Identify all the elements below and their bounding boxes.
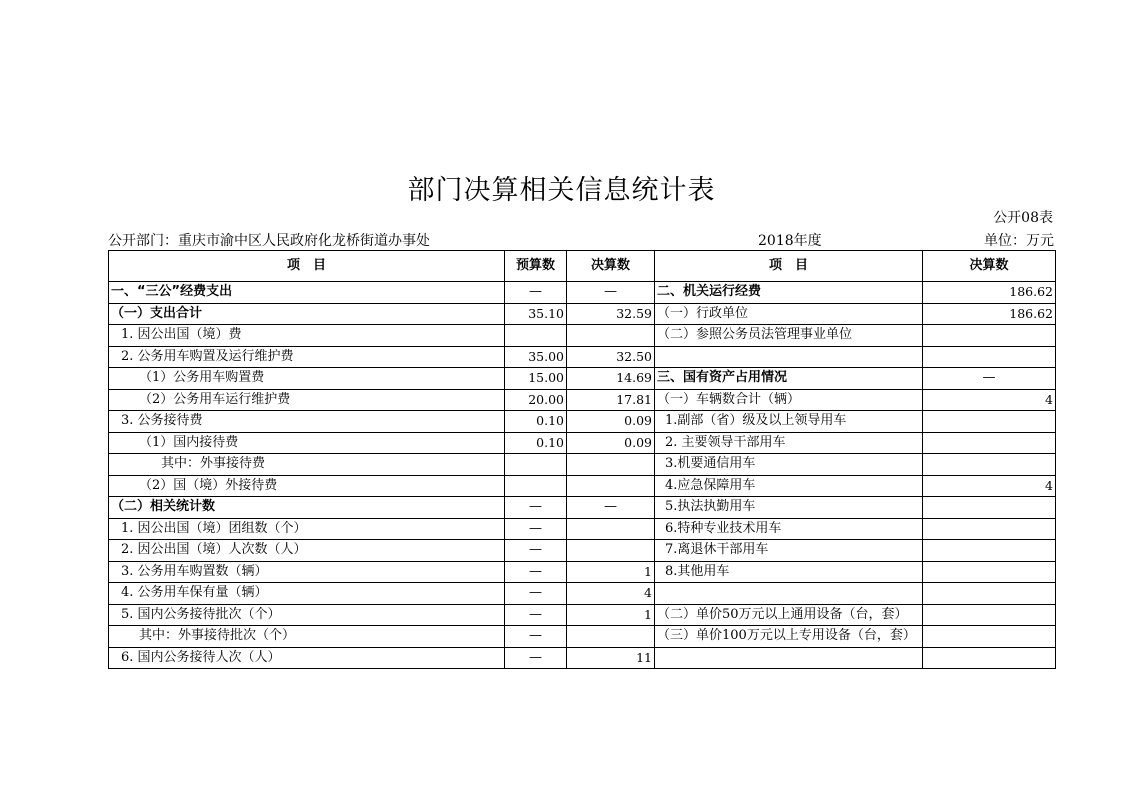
row-budget: — [505,282,567,304]
row-final: 1 [567,604,655,626]
row-label: （1）公务用车购置费 [109,368,505,390]
table-row [109,325,1056,347]
row-final: 4 [567,583,655,605]
row-right-value: 186.62 [923,282,1056,304]
table-header-row [109,251,1056,282]
row-budget: — [505,626,567,648]
row-final [567,626,655,648]
row-budget [505,325,567,347]
row-final: 32.50 [567,346,655,368]
row-final: 17.81 [567,389,655,411]
row-final [567,325,655,347]
row-budget: — [505,604,567,626]
row-final: — [567,497,655,519]
table-row [109,475,1056,497]
row-right-label: 4.应急保障用车 [655,475,923,497]
header-item-right: 项 目 [655,251,923,282]
row-label: 3. 公务接待费 [109,411,505,433]
row-final: 14.69 [567,368,655,390]
row-final [567,518,655,540]
row-label: 其中：外事接待批次（个） [109,626,505,648]
row-right-value: — [923,368,1056,390]
row-right-value [923,346,1056,368]
row-label: 6. 国内公务接待人次（人） [109,647,505,669]
row-right-label: 7.离退休干部用车 [655,540,923,562]
row-final: 1 [567,561,655,583]
row-right-value [923,325,1056,347]
header-final-right: 决算数 [923,251,1056,282]
row-right-label: 3.机要通信用车 [655,454,923,476]
row-right-label: （一）车辆数合计（辆） [655,389,923,411]
row-right-value [923,497,1056,519]
row-right-value: 4 [923,389,1056,411]
row-label: 1. 因公出国（境）团组数（个） [109,518,505,540]
row-right-label: 5.执法执勤用车 [655,497,923,519]
row-final: 0.09 [567,432,655,454]
row-budget: — [505,647,567,669]
header-final-left: 决算数 [567,251,655,282]
row-final [567,475,655,497]
table-row [109,497,1056,519]
table-row [109,282,1056,304]
row-budget: 35.00 [505,346,567,368]
row-right-label: （三）单价100万元以上专用设备（台，套） [655,626,923,648]
row-right-label [655,346,923,368]
row-right-value: 186.62 [923,303,1056,325]
row-budget: 0.10 [505,432,567,454]
table-row [109,561,1056,583]
row-budget: — [505,497,567,519]
row-right-value [923,454,1056,476]
table-code: 公开08表 [993,210,1053,226]
table-row [109,346,1056,368]
row-final [567,454,655,476]
row-budget: 15.00 [505,368,567,390]
row-label: （2）公务用车运行维护费 [109,389,505,411]
row-final: — [567,282,655,304]
row-right-label: 6.特种专业技术用车 [655,518,923,540]
row-right-value: 4 [923,475,1056,497]
row-budget: 35.10 [505,303,567,325]
row-label: （1）国内接待费 [109,432,505,454]
row-final: 11 [567,647,655,669]
department-label: 公开部门：重庆市渝中区人民政府化龙桥街道办事处 [108,233,430,249]
row-right-value [923,626,1056,648]
row-right-value [923,540,1056,562]
row-right-label: 2. 主要领导干部用车 [655,432,923,454]
page-title: 部门决算相关信息统计表 [407,175,716,206]
row-final: 0.09 [567,411,655,433]
row-label: 一、“三公”经费支出 [109,282,505,304]
table-row [109,647,1056,669]
row-label: （2）国（境）外接待费 [109,475,505,497]
row-budget [505,475,567,497]
row-label: （二）相关统计数 [109,497,505,519]
table-row [109,432,1056,454]
row-label: （一）支出合计 [109,303,505,325]
statistics-table [108,250,1056,669]
row-budget [505,454,567,476]
row-right-value [923,604,1056,626]
row-right-label [655,583,923,605]
row-budget: 0.10 [505,411,567,433]
header-budget: 预算数 [505,251,567,282]
row-budget: — [505,561,567,583]
row-right-value [923,411,1056,433]
row-label: 1. 因公出国（境）费 [109,325,505,347]
row-label: 3. 公务用车购置数（辆） [109,561,505,583]
row-budget: 20.00 [505,389,567,411]
table-row [109,540,1056,562]
unit-label: 单位：万元 [984,233,1054,249]
row-right-label: 8.其他用车 [655,561,923,583]
row-right-label: 1.副部（省）级及以上领导用车 [655,411,923,433]
row-right-value [923,518,1056,540]
row-label: 其中：外事接待费 [109,454,505,476]
row-budget: — [505,540,567,562]
table-row [109,626,1056,648]
row-right-value [923,432,1056,454]
year-label: 2018年度 [758,233,822,249]
table-row [109,368,1056,390]
row-right-label: （一）行政单位 [655,303,923,325]
row-right-label: 二、机关运行经费 [655,282,923,304]
row-right-value [923,583,1056,605]
row-label: 4. 公务用车保有量（辆） [109,583,505,605]
row-budget: — [505,583,567,605]
row-budget: — [505,518,567,540]
table-row [109,604,1056,626]
row-label: 2. 公务用车购置及运行维护费 [109,346,505,368]
table-row [109,411,1056,433]
row-label: 2. 因公出国（境）人次数（人） [109,540,505,562]
row-label: 5. 国内公务接待批次（个） [109,604,505,626]
table-row [109,454,1056,476]
table-row [109,389,1056,411]
table-row [109,518,1056,540]
row-right-value [923,561,1056,583]
row-right-label: （二）参照公务员法管理事业单位 [655,325,923,347]
row-final [567,540,655,562]
row-right-label: （二）单价50万元以上通用设备（台，套） [655,604,923,626]
header-item-left: 项 目 [109,251,505,282]
row-right-label: 三、国有资产占用情况 [655,368,923,390]
table-row [109,303,1056,325]
table-row [109,583,1056,605]
row-final: 32.59 [567,303,655,325]
meta-row [108,230,1054,250]
row-right-label [655,647,923,669]
row-right-value [923,647,1056,669]
